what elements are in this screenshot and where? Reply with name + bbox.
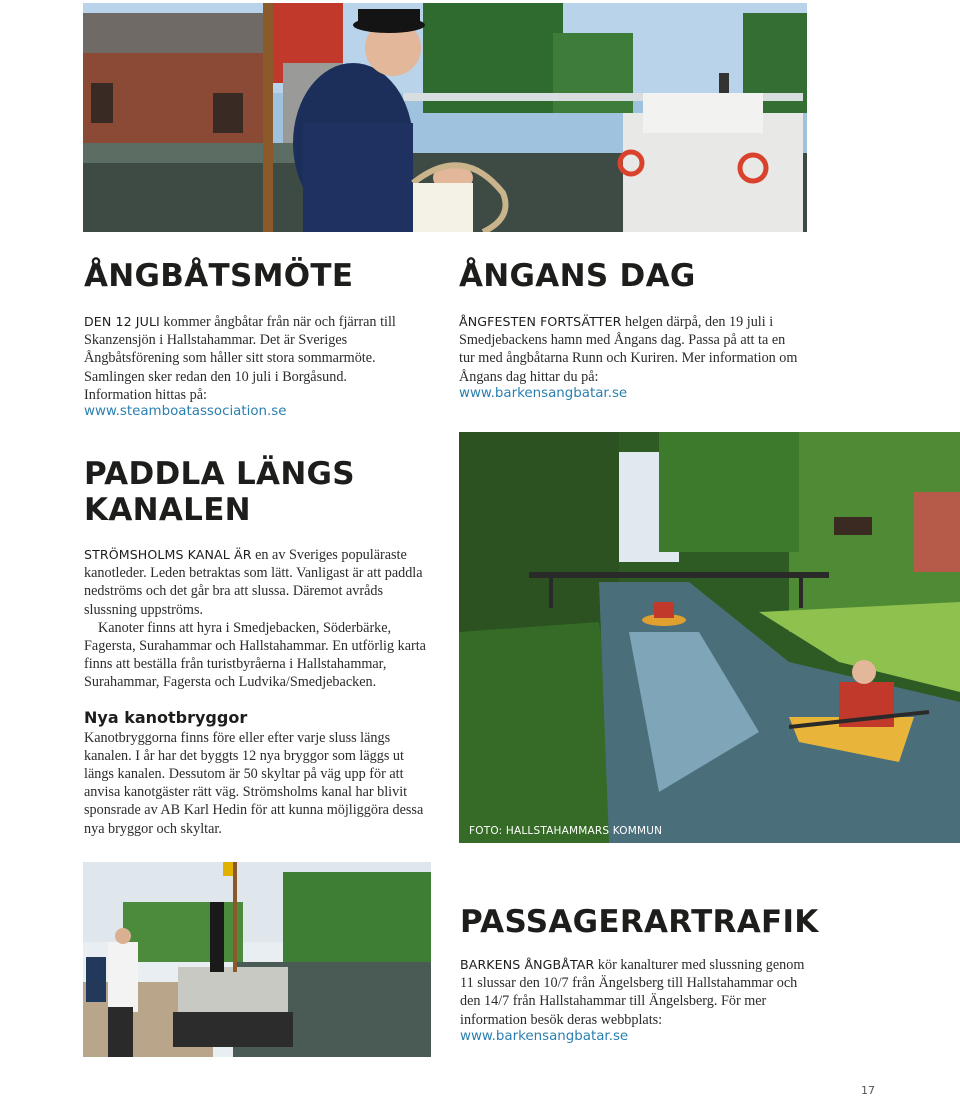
lead-steamboat-meeting: DEN 12 JULI [84, 314, 160, 329]
section-passenger-traffic [460, 904, 819, 1044]
photo-caption: FOTO: HALLSTAHAMMARS KOMMUN [469, 825, 663, 837]
paragraph-new-docks: Kanotbryggorna finns före eller efter varje sluss längs kanalen. I år har det byggts 12 nya bryggor som läggs ut längs kanalen. Dessutom är 50 skyltar på väg upp för att anvisa kanotgäster rätt väg. Strömsholms kanal har blivit sponsrade av AB Karl Hedin för att kunna möjliggöra dessa nya bryggor och skyltar. [84, 729, 424, 837]
photo-steamboat-dock [83, 862, 431, 1057]
heading-passenger-traffic: PASSAGERARTRAFIK [460, 904, 819, 940]
section-steam-day [459, 258, 799, 401]
link-steamboatassociation[interactable]: www.steamboatassociation.se [84, 404, 287, 420]
photo-steamboat-captain [83, 3, 807, 232]
section-steamboat-meeting [84, 258, 414, 419]
subheading-new-docks: Nya kanotbryggor [84, 707, 248, 727]
link-barkensangbatar-1[interactable]: www.barkensangbatar.se [459, 385, 628, 401]
lead-paddle: STRÖMSHOLMS KANAL ÄR [84, 547, 252, 562]
heading-paddle-line1: PADDLA LÄNGS [84, 456, 355, 492]
page-number: 17 [861, 1084, 875, 1097]
paragraph-passenger-traffic [460, 956, 810, 1029]
lead-passenger-traffic: BARKENS ÅNGBÅTAR [460, 957, 595, 972]
paragraph-steam-day [459, 313, 799, 386]
photo-canal-canoes [459, 432, 960, 843]
section-paddle-canal [84, 456, 429, 838]
paragraph-steamboat-meeting [84, 313, 414, 404]
paragraph-canoe-rental: Kanoter finns att hyra i Smedjebacken, Söderbärke, Fagersta, Surahammar och Hallstahammar. En utförlig karta finns att beställa från turistbyråerna i Hallstahammar, Surahammar, Fagersta och Ludvika/Smedjebacken. [84, 619, 426, 691]
lead-steam-day: ÅNGFESTEN FORTSÄTTER [459, 314, 622, 329]
text-steam-day: helgen därpå, den 19 juli i Smedjebackens hamn med Ångans dag. Passa på att ta en tur med ångbåtarna Runn och Kuriren. Mer information om Ångans dag hittar du på: [459, 314, 798, 385]
text-steamboat-meeting: kommer ångbåtar från när och fjärran till Skanzensjön i Hallstahammar. Det är Sveriges Ångbåtsförening som håller sitt stora sommarmöte. Samlingen sker redan den 10 juli i Borgåsund. Information hittas på: [84, 314, 396, 403]
heading-steamboat-meeting: ÅNGBÅTSMÖTE [84, 258, 354, 294]
link-barkensangbatar-2[interactable]: www.barkensangbatar.se [460, 1028, 629, 1044]
paragraph-paddle-intro [84, 546, 429, 619]
text-paddle-intro: en av Sveriges populäraste kanotleder. Leden betraktas som lätt. Vanligast är att paddla nedströms och det går bra att slussa. Däremot avråds slussning uppströms. [84, 547, 423, 618]
heading-paddle-line2: KANALEN [84, 492, 251, 528]
heading-steam-day: ÅNGANS DAG [459, 258, 696, 294]
text-passenger-traffic: kör kanalturer med slussning genom 11 slussar den 10/7 från Ängelsberg till Hallstahammar och den 14/7 från Hallstahammar till Ängelsberg. För mer information besök deras webbplats: [460, 957, 805, 1028]
